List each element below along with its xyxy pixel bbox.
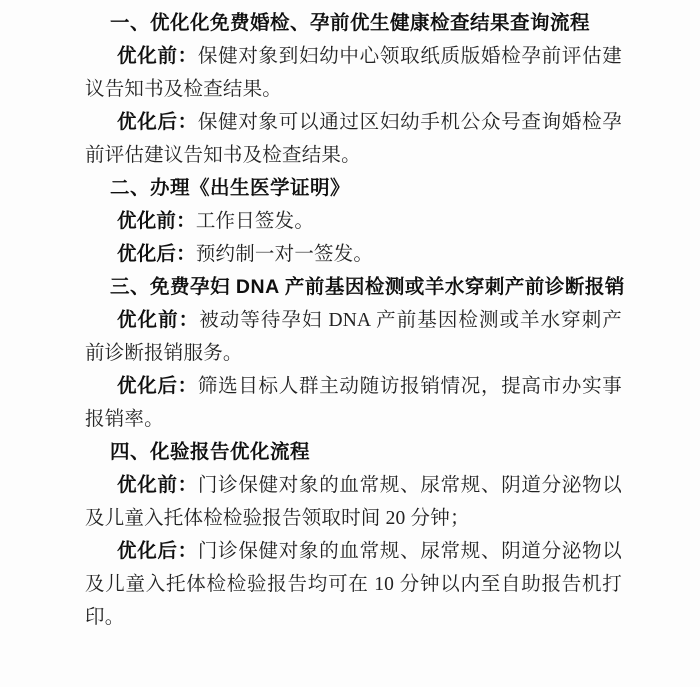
item-text: 工作日签发。 — [195, 211, 315, 232]
section-2-heading: 二、办理《出生医学证明》 — [110, 177, 351, 199]
item-label: 优化前： — [117, 474, 198, 496]
item-text: 筛选目标人群主动随访报销情况，提高市办实事报销率。 — [85, 376, 622, 430]
item-label: 优化前： — [117, 210, 196, 232]
item-text: 预约制一对一签发。 — [195, 244, 374, 265]
paragraph — [85, 304, 622, 370]
section-3-heading: 三、免费孕妇 DNA 产前基因检测或羊水穿刺产前诊断报销 — [110, 276, 625, 298]
item-text: 门诊保健对象的血常规、尿常规、阴道分泌物以及儿童入托体检检验报告均可在 10 分钟以内至自助报告机打印。 — [85, 541, 622, 628]
item-text: 门诊保健对象的血常规、尿常规、阴道分泌物以及儿童入托体检检验报告领取时间 20 分钟； — [85, 475, 622, 529]
paragraph — [85, 40, 622, 106]
section-3 — [85, 271, 625, 436]
item-text: 保健对象到妇幼中心领取纸质版婚检孕前评估建议告知书及检查结果。 — [85, 46, 622, 100]
item-label: 优化前： — [117, 45, 198, 67]
paragraph — [85, 238, 622, 271]
section-2 — [85, 172, 622, 271]
item-label: 优化后： — [117, 375, 198, 397]
paragraph — [85, 535, 622, 634]
section-1 — [85, 7, 622, 172]
paragraph — [85, 370, 622, 436]
section-4-heading: 四、化验报告优化流程 — [110, 441, 311, 463]
paragraph — [85, 469, 622, 535]
item-label: 优化后： — [117, 243, 196, 265]
item-text: 被动等待孕妇 DNA 产前基因检测或羊水穿刺产前诊断报销服务。 — [85, 310, 622, 364]
paragraph — [85, 106, 622, 172]
item-label: 优化后： — [117, 111, 198, 133]
paragraph — [85, 205, 622, 238]
section-4 — [85, 436, 622, 634]
item-text: 保健对象可以通过区妇幼手机公众号查询婚检孕前评估建议告知书及检查结果。 — [85, 112, 622, 166]
section-1-heading: 一、优化化免费婚检、孕前优生健康检查结果查询流程 — [110, 12, 591, 34]
item-label: 优化前： — [117, 309, 200, 331]
item-label: 优化后： — [117, 540, 198, 562]
